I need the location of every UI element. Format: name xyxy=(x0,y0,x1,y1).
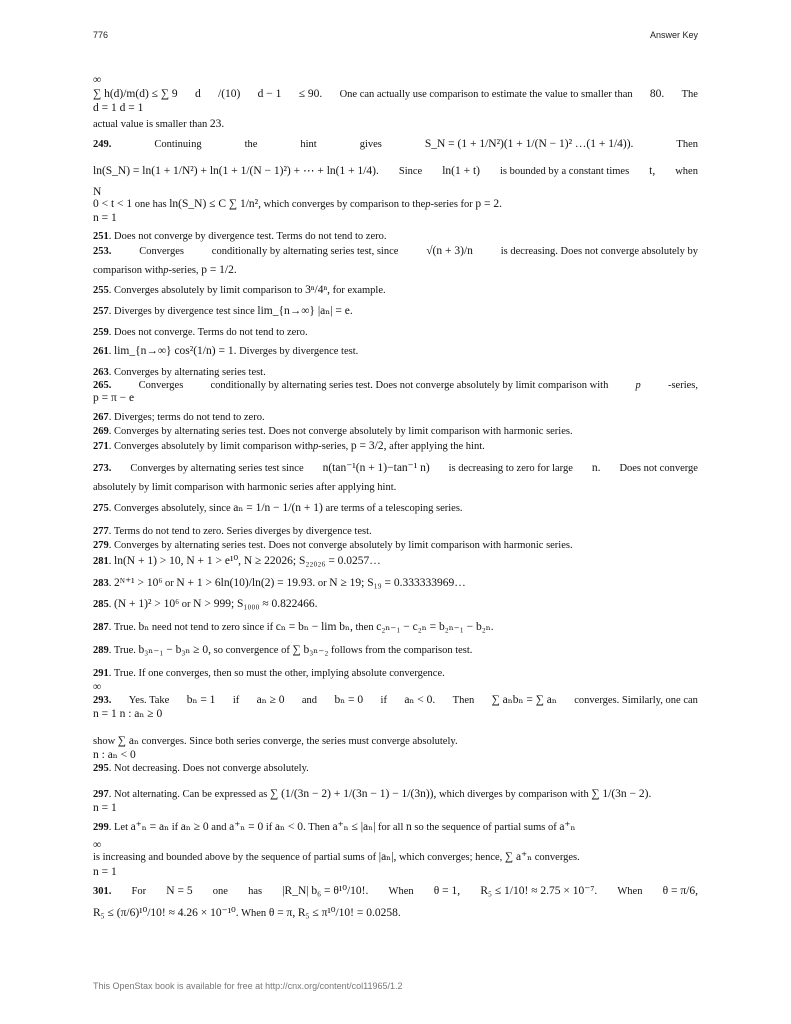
text-run: True. If one converges, then so must the other, implying absolute convergence. xyxy=(113,668,445,679)
exercise-number: 293. xyxy=(93,695,112,706)
exercise-number: 301. xyxy=(93,886,112,897)
text-run: Then xyxy=(452,695,475,706)
text-run: or xyxy=(181,599,191,610)
text-run: which diverges by comparison with xyxy=(439,789,589,800)
text-line: 267. Diverges; terms do not tend to zero. xyxy=(93,412,265,423)
exercise-number: 279 xyxy=(93,540,109,551)
exercise-number: 273. xyxy=(93,463,112,474)
exercise-number: 287 xyxy=(93,622,109,633)
text-line: 259. Does not converge. Terms do not tend to zero. xyxy=(93,327,308,338)
text-line xyxy=(93,907,698,920)
text-line xyxy=(93,851,698,864)
italic-text: p xyxy=(163,265,169,276)
text-run: is decreasing. Does not converge absolutely by xyxy=(500,246,698,257)
text-run: is decreasing to zero for large xyxy=(448,463,573,474)
text-run: converges. Similarly, one can xyxy=(574,695,698,706)
math-expression: N xyxy=(93,186,102,198)
text-run: for all xyxy=(378,822,404,833)
text-line: 255. Converges absolutely by limit comparison to 3ⁿ/4ⁿ, for example. xyxy=(93,284,386,296)
text-run: conditionally by alternating series test. Does not converge absolutely by limit comparison with xyxy=(210,380,609,391)
text-line xyxy=(93,481,698,494)
text-line: 283. 2ᴺ⁺¹ > 10⁶ or N + 1 > 6ln(10)/ln(2) = 19.93. or N ≥ 19; S₁₉ = 0.333333969… xyxy=(93,577,466,589)
text-line: 299. Let a⁺ₙ = aₙ if aₙ ≥ 0 and a⁺ₙ = 0 if aₙ < 0. Then a⁺ₙ ≤ |aₙ| for all n so the sequence of partial sums of a⁺ₙ xyxy=(93,821,576,833)
math-expression: aₙ < 0. xyxy=(274,821,306,833)
math-expression: ∑ aₙ xyxy=(117,735,139,747)
text-line: 289. True. b₃ₙ₋₁ − b₃ₙ ≥ 0, so convergence of ∑ b₃ₙ₋₂ follows from the comparison test. xyxy=(93,644,473,656)
text-run: Converges absolutely, since xyxy=(114,503,231,514)
math-expression: N ≥ 19; S₁₉ = 0.333333969… xyxy=(329,577,466,589)
text-run: Converges xyxy=(139,246,184,257)
text-run: is increasing and bounded above by the sequence of partial sums of xyxy=(93,852,377,863)
text-run: Not alternating. Can be expressed as xyxy=(114,789,268,800)
exercise-number: 267 xyxy=(93,412,109,423)
math-expression: n = 1 xyxy=(93,866,117,878)
math-expression: ln(1 + t) xyxy=(442,165,480,177)
text-run: Let xyxy=(114,822,128,833)
text-line: 275. Converges absolutely, since aₙ = 1/n − 1/(n + 1) are terms of a telescoping series. xyxy=(93,502,463,514)
exercise-number: 253. xyxy=(93,246,112,257)
text-line: 281. ln(N + 1) > 10, N + 1 > e¹⁰, N ≥ 22026; S₂₂₀₂₆ = 0.0257… xyxy=(93,555,381,567)
math-expression: t, xyxy=(649,165,656,177)
exercise-number: 263 xyxy=(93,367,109,378)
text-run: One can actually use comparison to estimate the value to smaller than xyxy=(339,89,633,100)
exercise-number: 255 xyxy=(93,285,109,296)
text-run: Does not converge. Terms do not tend to zero. xyxy=(114,327,308,338)
math-expression: bₙ = 0 xyxy=(334,694,364,706)
text-run: actual value is smaller than xyxy=(93,119,208,130)
math-expression: ∞ xyxy=(93,74,102,86)
text-run: or xyxy=(317,578,327,589)
text-line xyxy=(93,245,698,258)
text-run: Converges absolutely by limit comparison to xyxy=(114,285,303,296)
text-run: Then xyxy=(308,822,330,833)
math-expression: ∑ h(d)/m(d) ≤ ∑ 9 xyxy=(93,88,178,100)
exercise-number: 259 xyxy=(93,327,109,338)
text-run: are terms of a telescoping series. xyxy=(325,503,463,514)
text-run: Since xyxy=(398,166,423,177)
text-run: conditionally by alternating series test, since xyxy=(211,246,399,257)
math-expression: n : aₙ < 0 xyxy=(93,749,136,761)
text-run: which converges; hence, xyxy=(398,852,503,863)
text-run: -series, xyxy=(168,265,199,276)
text-run: When xyxy=(617,886,643,897)
text-line xyxy=(93,118,698,131)
math-expression: bₙ xyxy=(138,621,150,633)
text-line: 257. Diverges by divergence test since lim_{n→∞} |aₙ| = e. xyxy=(93,305,353,317)
text-run: one has xyxy=(134,199,167,210)
text-run: True. xyxy=(113,622,136,633)
text-run: follows from the comparison test. xyxy=(330,645,473,656)
text-run: Terms do not tend to zero. Series diverges by divergence test. xyxy=(113,526,372,537)
math-expression: ≤ 90. xyxy=(298,88,323,100)
math-expression: cₙ = bₙ − lim bₙ, xyxy=(275,621,353,633)
math-expression: 3ⁿ/4ⁿ, xyxy=(305,284,330,296)
math-expression: ∑ (1/(3n − 2) + 1/(3n − 1) − 1/(3n)), xyxy=(270,788,437,800)
math-expression: d xyxy=(194,88,201,100)
text-run: one xyxy=(212,886,228,897)
text-run: Diverges; terms do not tend to zero. xyxy=(114,412,265,423)
text-run: after applying the hint. xyxy=(389,441,485,452)
math-expression: ∞ xyxy=(93,839,102,851)
text-run: absolutely by limit comparison with harmonic series after applying hint. xyxy=(93,482,397,493)
text-line: 261. lim_{n→∞} cos²(1/n) = 1. Diverges by divergence test. xyxy=(93,345,359,357)
text-run: or xyxy=(164,578,174,589)
text-line: 263. Converges by alternating series test. xyxy=(93,367,266,378)
text-run: Diverges by divergence test. xyxy=(239,346,359,357)
math-expression: ln(N + 1) > 10, N + 1 > e¹⁰, N ≥ 22026; S₂₂₀₂₆ = 0.0257… xyxy=(114,555,381,567)
text-run: Not decreasing. Does not converge absolutely. xyxy=(114,763,309,774)
text-line xyxy=(93,138,698,151)
italic-text: p xyxy=(425,199,431,210)
text-run: Converges absolutely by limit comparison with xyxy=(114,441,313,452)
text-line xyxy=(93,749,698,762)
text-line: 269. Converges by alternating series test. Does not converge absolutely by limit comparison with harmonic series. xyxy=(93,426,573,437)
math-expression: R₅ ≤ (π/6)¹⁰/10! ≈ 4.26 × 10⁻¹⁰. xyxy=(93,907,239,919)
text-line xyxy=(93,392,698,405)
math-expression: b₃ₙ₋₁ − b₃ₙ ≥ 0, xyxy=(138,644,211,656)
text-run: and xyxy=(211,822,227,833)
text-run: Converges by alternating series test. Does not converge absolutely by limit comparison with harmonic series. xyxy=(114,540,573,551)
text-line xyxy=(93,212,698,225)
text-line xyxy=(93,379,698,392)
text-line xyxy=(93,681,698,694)
math-expression: n(tan⁻¹(n + 1)−tan⁻¹ n) xyxy=(322,462,430,474)
math-expression: a⁺ₙ xyxy=(559,821,576,833)
math-expression: ∞ xyxy=(93,681,102,693)
math-expression: n. xyxy=(591,462,601,474)
text-run: Converges by alternating series test since xyxy=(130,463,304,474)
text-run: -series, xyxy=(667,380,698,391)
text-line xyxy=(93,88,698,101)
text-line xyxy=(93,802,698,815)
exercise-number: 297 xyxy=(93,789,109,800)
text-run: Yes. Take xyxy=(128,695,170,706)
text-run: Then xyxy=(676,139,698,150)
text-run: Does not converge xyxy=(619,463,698,474)
text-run: True. xyxy=(113,645,136,656)
exercise-number: 269 xyxy=(93,426,109,437)
math-expression: n = 1 xyxy=(93,212,117,224)
math-expression: θ = 1, xyxy=(433,885,461,897)
text-run: gives xyxy=(359,139,382,150)
exercise-number: 265. xyxy=(93,380,112,391)
italic-text: p xyxy=(635,380,641,391)
text-line: 295. Not decreasing. Does not converge absolutely. xyxy=(93,763,309,774)
math-expression: ∑ aₙbₙ = ∑ aₙ xyxy=(491,694,557,706)
math-expression: ∑ b₃ₙ₋₂ xyxy=(292,644,329,656)
text-line: 297. Not alternating. Can be expressed as ∑ (1/(3n − 2) + 1/(3n − 1) − 1/(3n)), which diverges by comparison with ∑ 1/(3n − 2). xyxy=(93,788,652,800)
math-expression: θ = π/6, xyxy=(662,885,698,897)
text-run: which converges by comparison to the xyxy=(263,199,426,210)
text-line: 251. Does not converge by divergence test. Terms do not tend to zero. xyxy=(93,231,387,242)
math-expression: lim_{n→∞} |aₙ| = e. xyxy=(257,305,353,317)
text-run: The xyxy=(681,89,698,100)
exercise-number: 289 xyxy=(93,645,109,656)
text-run: is bounded by a constant times xyxy=(499,166,630,177)
exercise-number: 281 xyxy=(93,556,109,567)
math-expression: lim_{n→∞} cos²(1/n) = 1. xyxy=(114,345,237,357)
text-run: converges. xyxy=(534,852,580,863)
text-run: when xyxy=(675,166,698,177)
italic-text: p xyxy=(313,441,319,452)
math-expression: aₙ ≥ 0 xyxy=(180,821,209,833)
text-run: if xyxy=(232,695,240,706)
text-run: has xyxy=(248,886,263,897)
text-run: then xyxy=(355,622,374,633)
text-line xyxy=(93,735,698,748)
text-line xyxy=(93,708,698,721)
math-expression: (N + 1)² > 10⁶ xyxy=(114,598,180,610)
text-run: -series, xyxy=(318,441,349,452)
page-number: 776 xyxy=(93,30,109,40)
math-expression: 80. xyxy=(649,88,665,100)
math-expression: R₅ ≤ π¹⁰/10! = 0.0258. xyxy=(297,907,401,919)
math-expression: ∑ a⁺ₙ xyxy=(504,851,533,863)
text-line xyxy=(93,866,698,879)
exercise-number: 261 xyxy=(93,346,109,357)
exercise-number: 249. xyxy=(93,139,112,150)
text-run: comparison with xyxy=(93,265,164,276)
text-line: 285. (N + 1)² > 10⁶ or N > 999; S₁₀₀₀ ≈ 0.822466. xyxy=(93,598,318,610)
text-run: so convergence of xyxy=(213,645,290,656)
math-expression: N + 1 > 6ln(10)/ln(2) = 19.93. xyxy=(176,577,316,589)
math-expression: |R_N| b₆ = θ¹⁰/10!. xyxy=(282,885,369,897)
text-line xyxy=(93,102,698,115)
text-line xyxy=(93,165,698,178)
text-run: Diverges by divergence test since xyxy=(114,306,255,317)
math-expression: aₙ ≥ 0 xyxy=(256,694,285,706)
text-run: When xyxy=(241,908,267,919)
exercise-number: 251 xyxy=(93,231,109,242)
math-expression: ln(S_N) ≤ C ∑ 1/n², xyxy=(169,198,261,210)
text-run: if xyxy=(380,695,387,706)
math-expression: aₙ = 1/n − 1/(n + 1) xyxy=(233,502,323,514)
exercise-number: 285 xyxy=(93,599,109,610)
text-run: Converges by alternating series test. Does not converge absolutely by limit comparison with harmonic series. xyxy=(114,426,573,437)
text-run: Does not converge by divergence test. Terms do not tend to zero. xyxy=(114,231,387,242)
math-expression: θ = π, xyxy=(268,907,296,919)
text-line xyxy=(93,74,698,87)
text-run: Continuing xyxy=(154,139,202,150)
math-expression: 0 < t < 1 xyxy=(93,198,133,210)
text-run: if xyxy=(265,822,273,833)
text-run: the xyxy=(244,139,258,150)
text-run: for example. xyxy=(332,285,386,296)
text-run: Converges xyxy=(138,380,184,391)
math-expression: /(10) xyxy=(218,88,241,100)
text-line xyxy=(93,264,698,277)
exercise-number: 277 xyxy=(93,526,109,537)
text-line: 291. True. If one converges, then so must the other, implying absolute convergence. xyxy=(93,668,445,679)
exercise-number: 275 xyxy=(93,503,109,514)
text-run: if xyxy=(171,822,179,833)
text-line xyxy=(93,694,698,707)
text-run: show xyxy=(93,736,116,747)
math-expression: p = 1/2. xyxy=(201,264,237,276)
math-expression: 2ᴺ⁺¹ > 10⁶ xyxy=(114,577,163,589)
text-run: need not tend to zero since if xyxy=(151,622,274,633)
text-line: 279. Converges by alternating series test. Does not converge absolutely by limit comparison with harmonic series. xyxy=(93,540,573,551)
section-title: Answer Key xyxy=(649,30,698,40)
math-expression: a⁺ₙ = aₙ xyxy=(130,821,170,833)
exercise-number: 295 xyxy=(93,763,109,774)
math-expression: S_N = (1 + 1/N²)(1 + 1/(N − 1)² …(1 + 1/4)). xyxy=(424,138,634,150)
math-expression: n xyxy=(406,821,412,833)
math-expression: p = 3/2, xyxy=(350,440,387,452)
exercise-number: 299 xyxy=(93,822,109,833)
math-expression: p = 2. xyxy=(475,198,503,210)
math-expression: d = 1 d = 1 xyxy=(93,102,144,114)
math-expression: N > 999; S₁₀₀₀ ≈ 0.822466. xyxy=(193,598,318,610)
text-line xyxy=(93,885,698,898)
math-expression: R₅ ≤ 1/10! ≈ 2.75 × 10⁻⁷. xyxy=(480,885,598,897)
text-line: 277. Terms do not tend to zero. Series diverges by divergence test. xyxy=(93,526,372,537)
math-expression: c₂ₙ₋₁ − c₂ₙ = b₂ₙ₋₁ − b₂ₙ. xyxy=(376,621,494,633)
math-expression: aₙ < 0. xyxy=(404,694,436,706)
math-expression: 23. xyxy=(209,118,225,130)
math-expression: ln(S_N) = ln(1 + 1/N²) + ln(1 + 1/(N − 1)²) + ⋯ + ln(1 + 1/4). xyxy=(93,165,379,177)
exercise-number: 271 xyxy=(93,441,109,452)
math-expression: n = 1 xyxy=(93,802,117,814)
math-expression: a⁺ₙ ≤ |aₙ| xyxy=(332,821,376,833)
text-run: so the sequence of partial sums of xyxy=(414,822,557,833)
math-expression: √(n + 3)/n xyxy=(426,245,473,257)
footer-notice: This OpenStax book is available for free at http://cnx.org/content/col11965/1.2 xyxy=(93,981,403,991)
exercise-number: 283 xyxy=(93,578,109,589)
math-expression: ∑ 1/(3n − 2). xyxy=(591,788,652,800)
math-expression: a⁺ₙ = 0 xyxy=(229,821,264,833)
text-run: When xyxy=(388,886,414,897)
text-run: Converges by alternating series test. xyxy=(114,367,266,378)
math-expression: n = 1 n : aₙ ≥ 0 xyxy=(93,708,163,720)
text-run: For xyxy=(131,886,147,897)
exercise-number: 257 xyxy=(93,306,109,317)
exercise-number: 291 xyxy=(93,668,109,679)
text-run: hint xyxy=(300,139,317,150)
math-expression: d − 1 xyxy=(257,88,282,100)
text-line: 271. Converges absolutely by limit comparison withp-series, p = 3/2, after applying the hint. xyxy=(93,440,485,452)
text-line xyxy=(93,462,698,475)
text-run: -series for xyxy=(430,199,473,210)
text-run: converges. Since both series converge, the series must converge absolutely. xyxy=(141,736,458,747)
math-expression: N = 5 xyxy=(166,885,193,897)
math-expression: |aₙ|, xyxy=(378,851,397,863)
math-expression: p = π − e xyxy=(93,392,135,404)
text-run: and xyxy=(301,695,318,706)
text-line: 287. True. bₙ need not tend to zero since if cₙ = bₙ − lim bₙ, then c₂ₙ₋₁ − c₂ₙ = b₂ₙ₋₁ − b₂ₙ. xyxy=(93,621,494,633)
text-line xyxy=(93,198,698,211)
math-expression: bₙ = 1 xyxy=(186,694,216,706)
